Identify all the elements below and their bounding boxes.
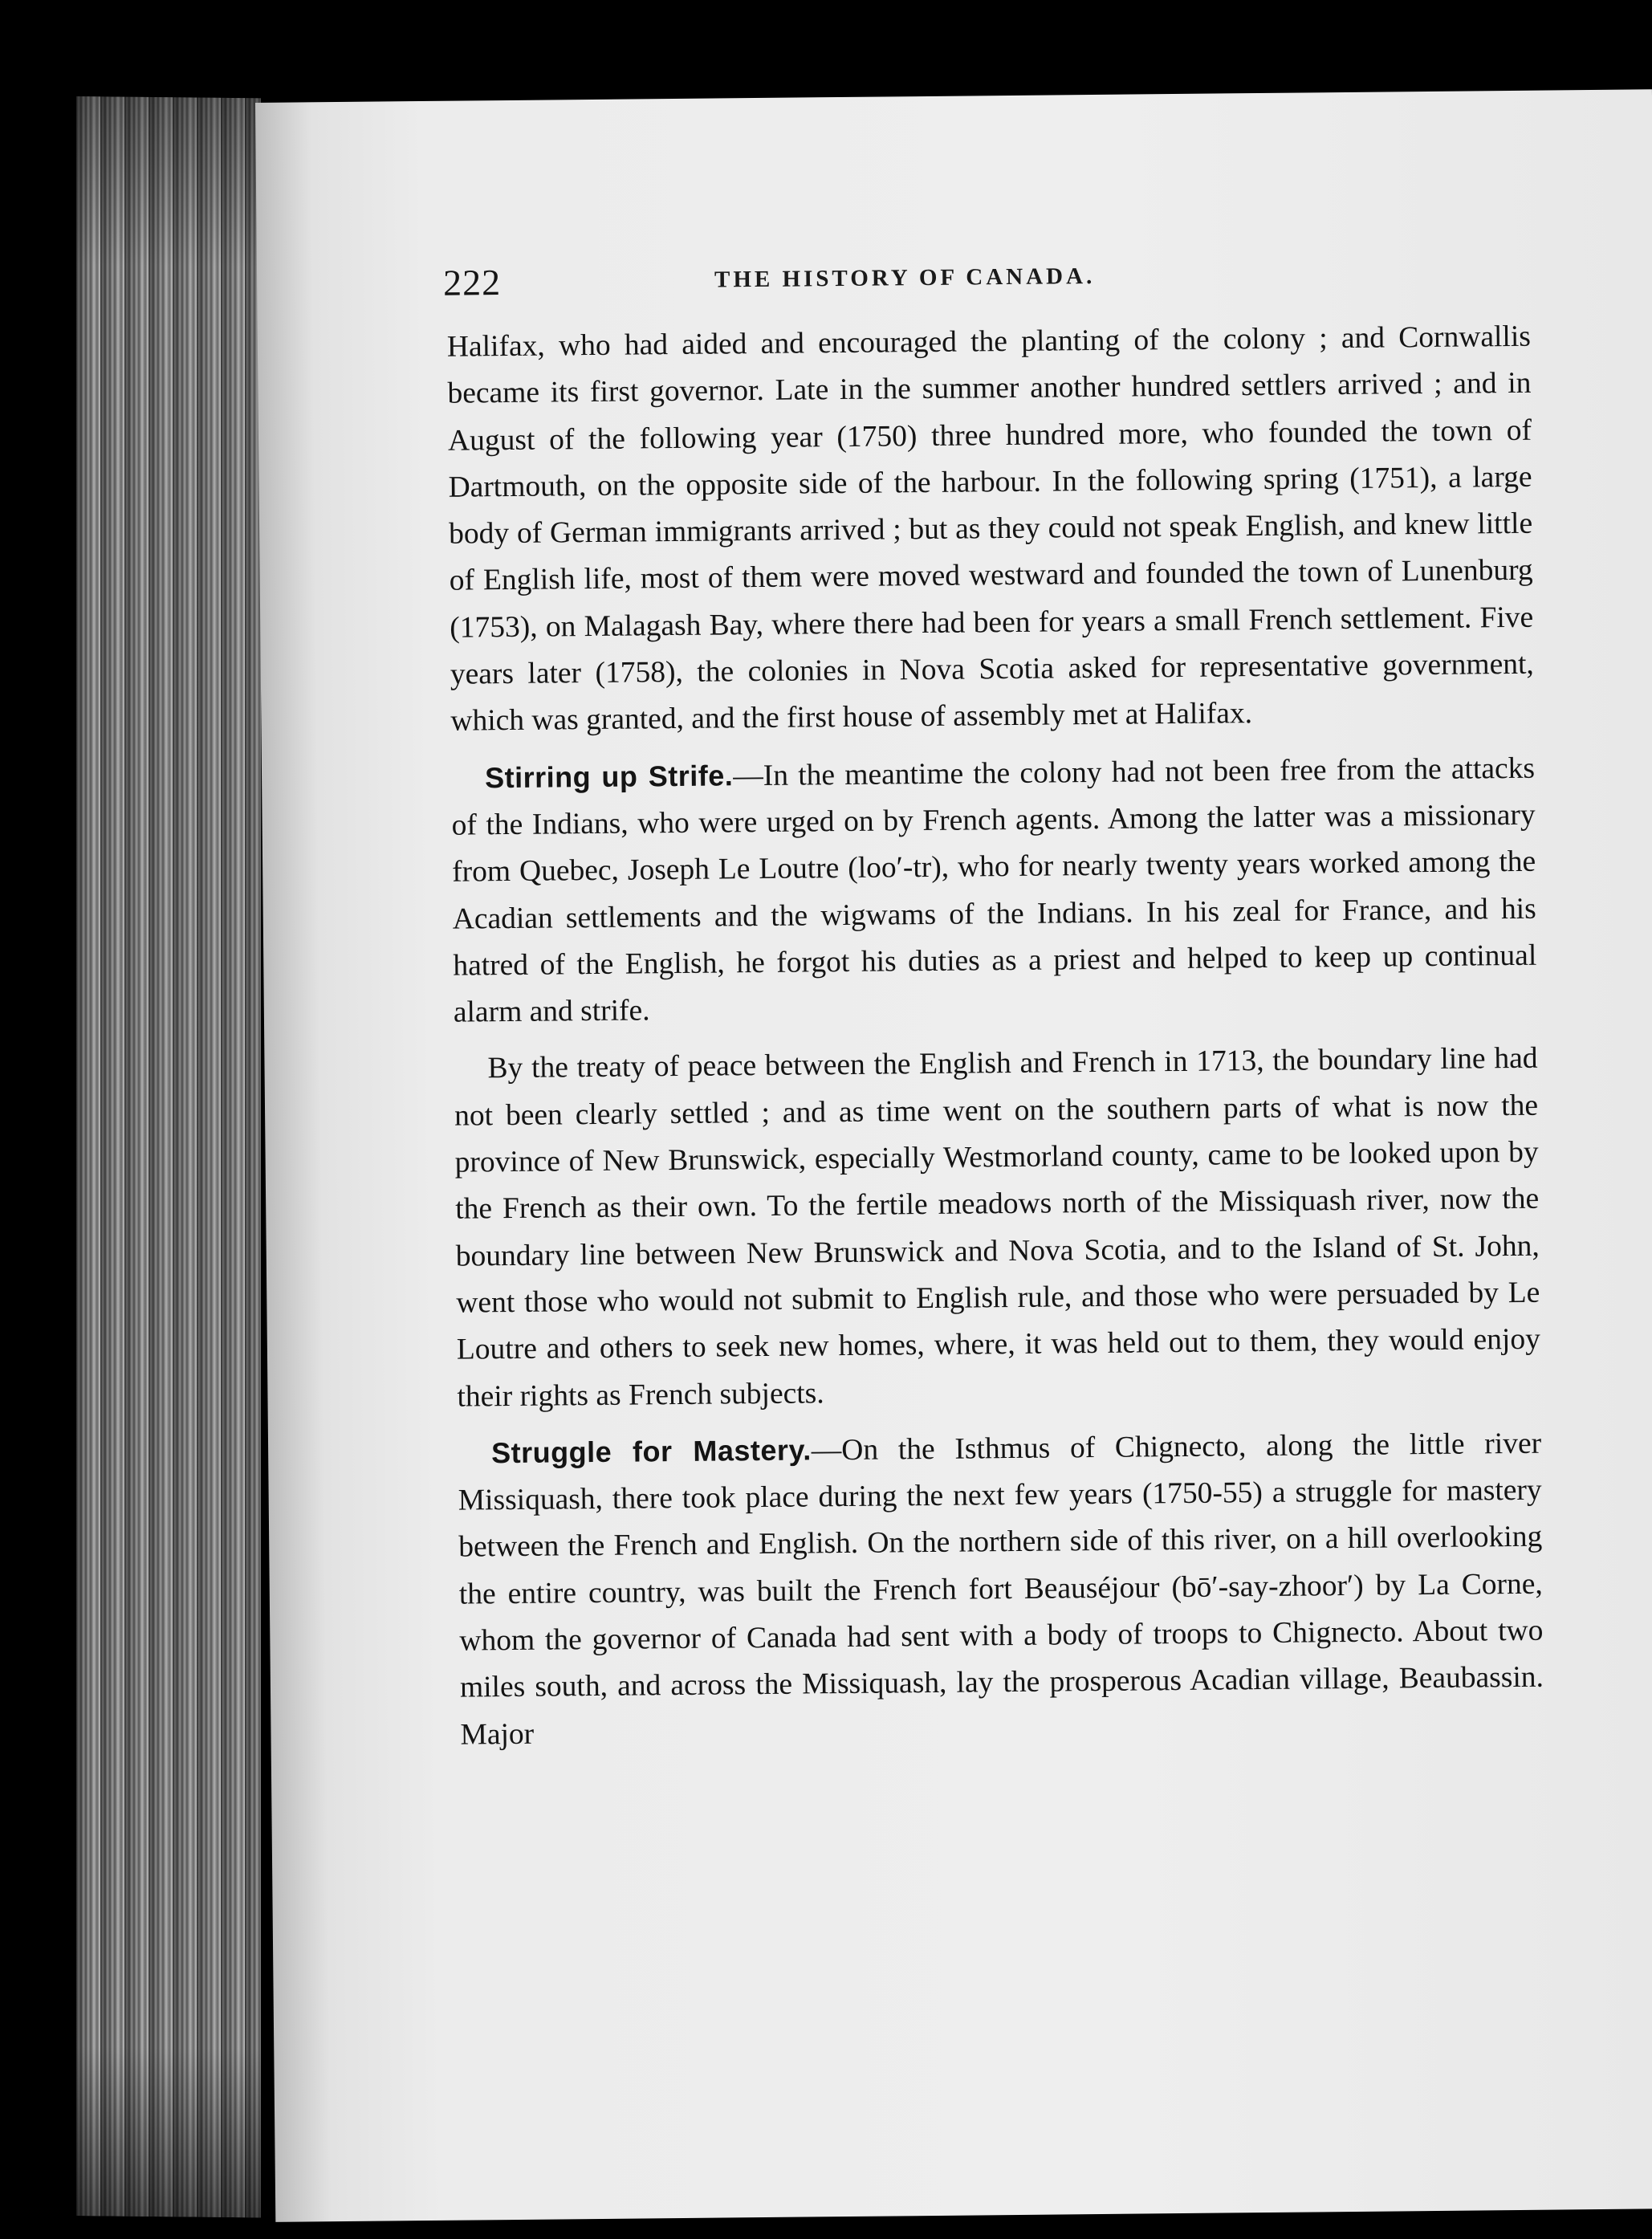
page-header <box>443 250 1568 309</box>
paragraph <box>451 744 1537 1036</box>
paragraph-text: —On the Isthmus of Chignecto, along the little river Missiquash, there took place during the next few years (1750-55) a struggle for mastery between the French and English. On the northern side of this river, on a hill overlooking the entire country, was built the French fort Beauséjour (bō′-say-zhoor′) by La Corne, whom the governor of Canada had sent with a body of troops to Chignecto. About two miles south, and across the Missiquash, lay the prosperous Acadian village, Beaubassin. Major <box>458 1427 1544 1752</box>
paragraph-text: —In the meantime the colony had not been free from the attacks of the Indians, who were urged on by French agents. Among the latter was a missionary from Quebec, Joseph Le Loutre (loo′-tr), who for nearly twenty years worked among the Acadian settlements and the wigwams of the Indians. In his zeal for France, and his hatred of the English, he forgot his duties as a priest and helped to keep up continual alarm and strife. <box>451 751 1537 1029</box>
paragraph-text: By the treaty of peace between the English and French in 1713, the boundary line had not been clearly settled ; and as time went on the southern parts of what is now the province of New Brunswick, especially Westmorland county, came to be looked upon by the French as their own. To the fertile meadows north of the Missiquash river, now the boundary line between New Brunswick and Nova Scotia, and to the Island of St. John, went those who would not submit to English rule, and those who were persuaded by Le Loutre and others to seek new homes, where, it was held out to them, they would enjoy their rights as French subjects. <box>454 1042 1541 1414</box>
page-number: 222 <box>442 262 502 303</box>
paragraph-text: Halifax, who had aided and encouraged the planting of the colony ; and Cornwallis became its first governor. Late in the summer another hundred settlers arrived ; and in August of the following year (1750) three hundred more, who founded the town of Dartmouth, on the opposite side of the harbour. In the following spring (1751), a large body of German immigrants arrived ; but as they could not speak English, and knew little of English life, most of them were moved westward and founded the town of Lunenburg (1753), on Malagash Bay, where there had been for years a small French settlement. Five years later (1758), the colonies in Nova Scotia asked for representative government, which was granted, and the first house of assembly met at Halifax. <box>446 320 1534 739</box>
paragraph <box>458 1420 1544 1759</box>
running-title: THE HISTORY OF CANADA. <box>714 263 1096 293</box>
book-page <box>255 89 1652 2222</box>
section-heading: Struggle for Mastery. <box>490 1433 812 1470</box>
paragraph <box>447 314 1535 746</box>
paragraph <box>454 1036 1540 1420</box>
body-text <box>447 314 1544 1759</box>
section-heading: Stirring up Strife. <box>484 758 734 794</box>
page-edges-shadow <box>76 96 261 2217</box>
